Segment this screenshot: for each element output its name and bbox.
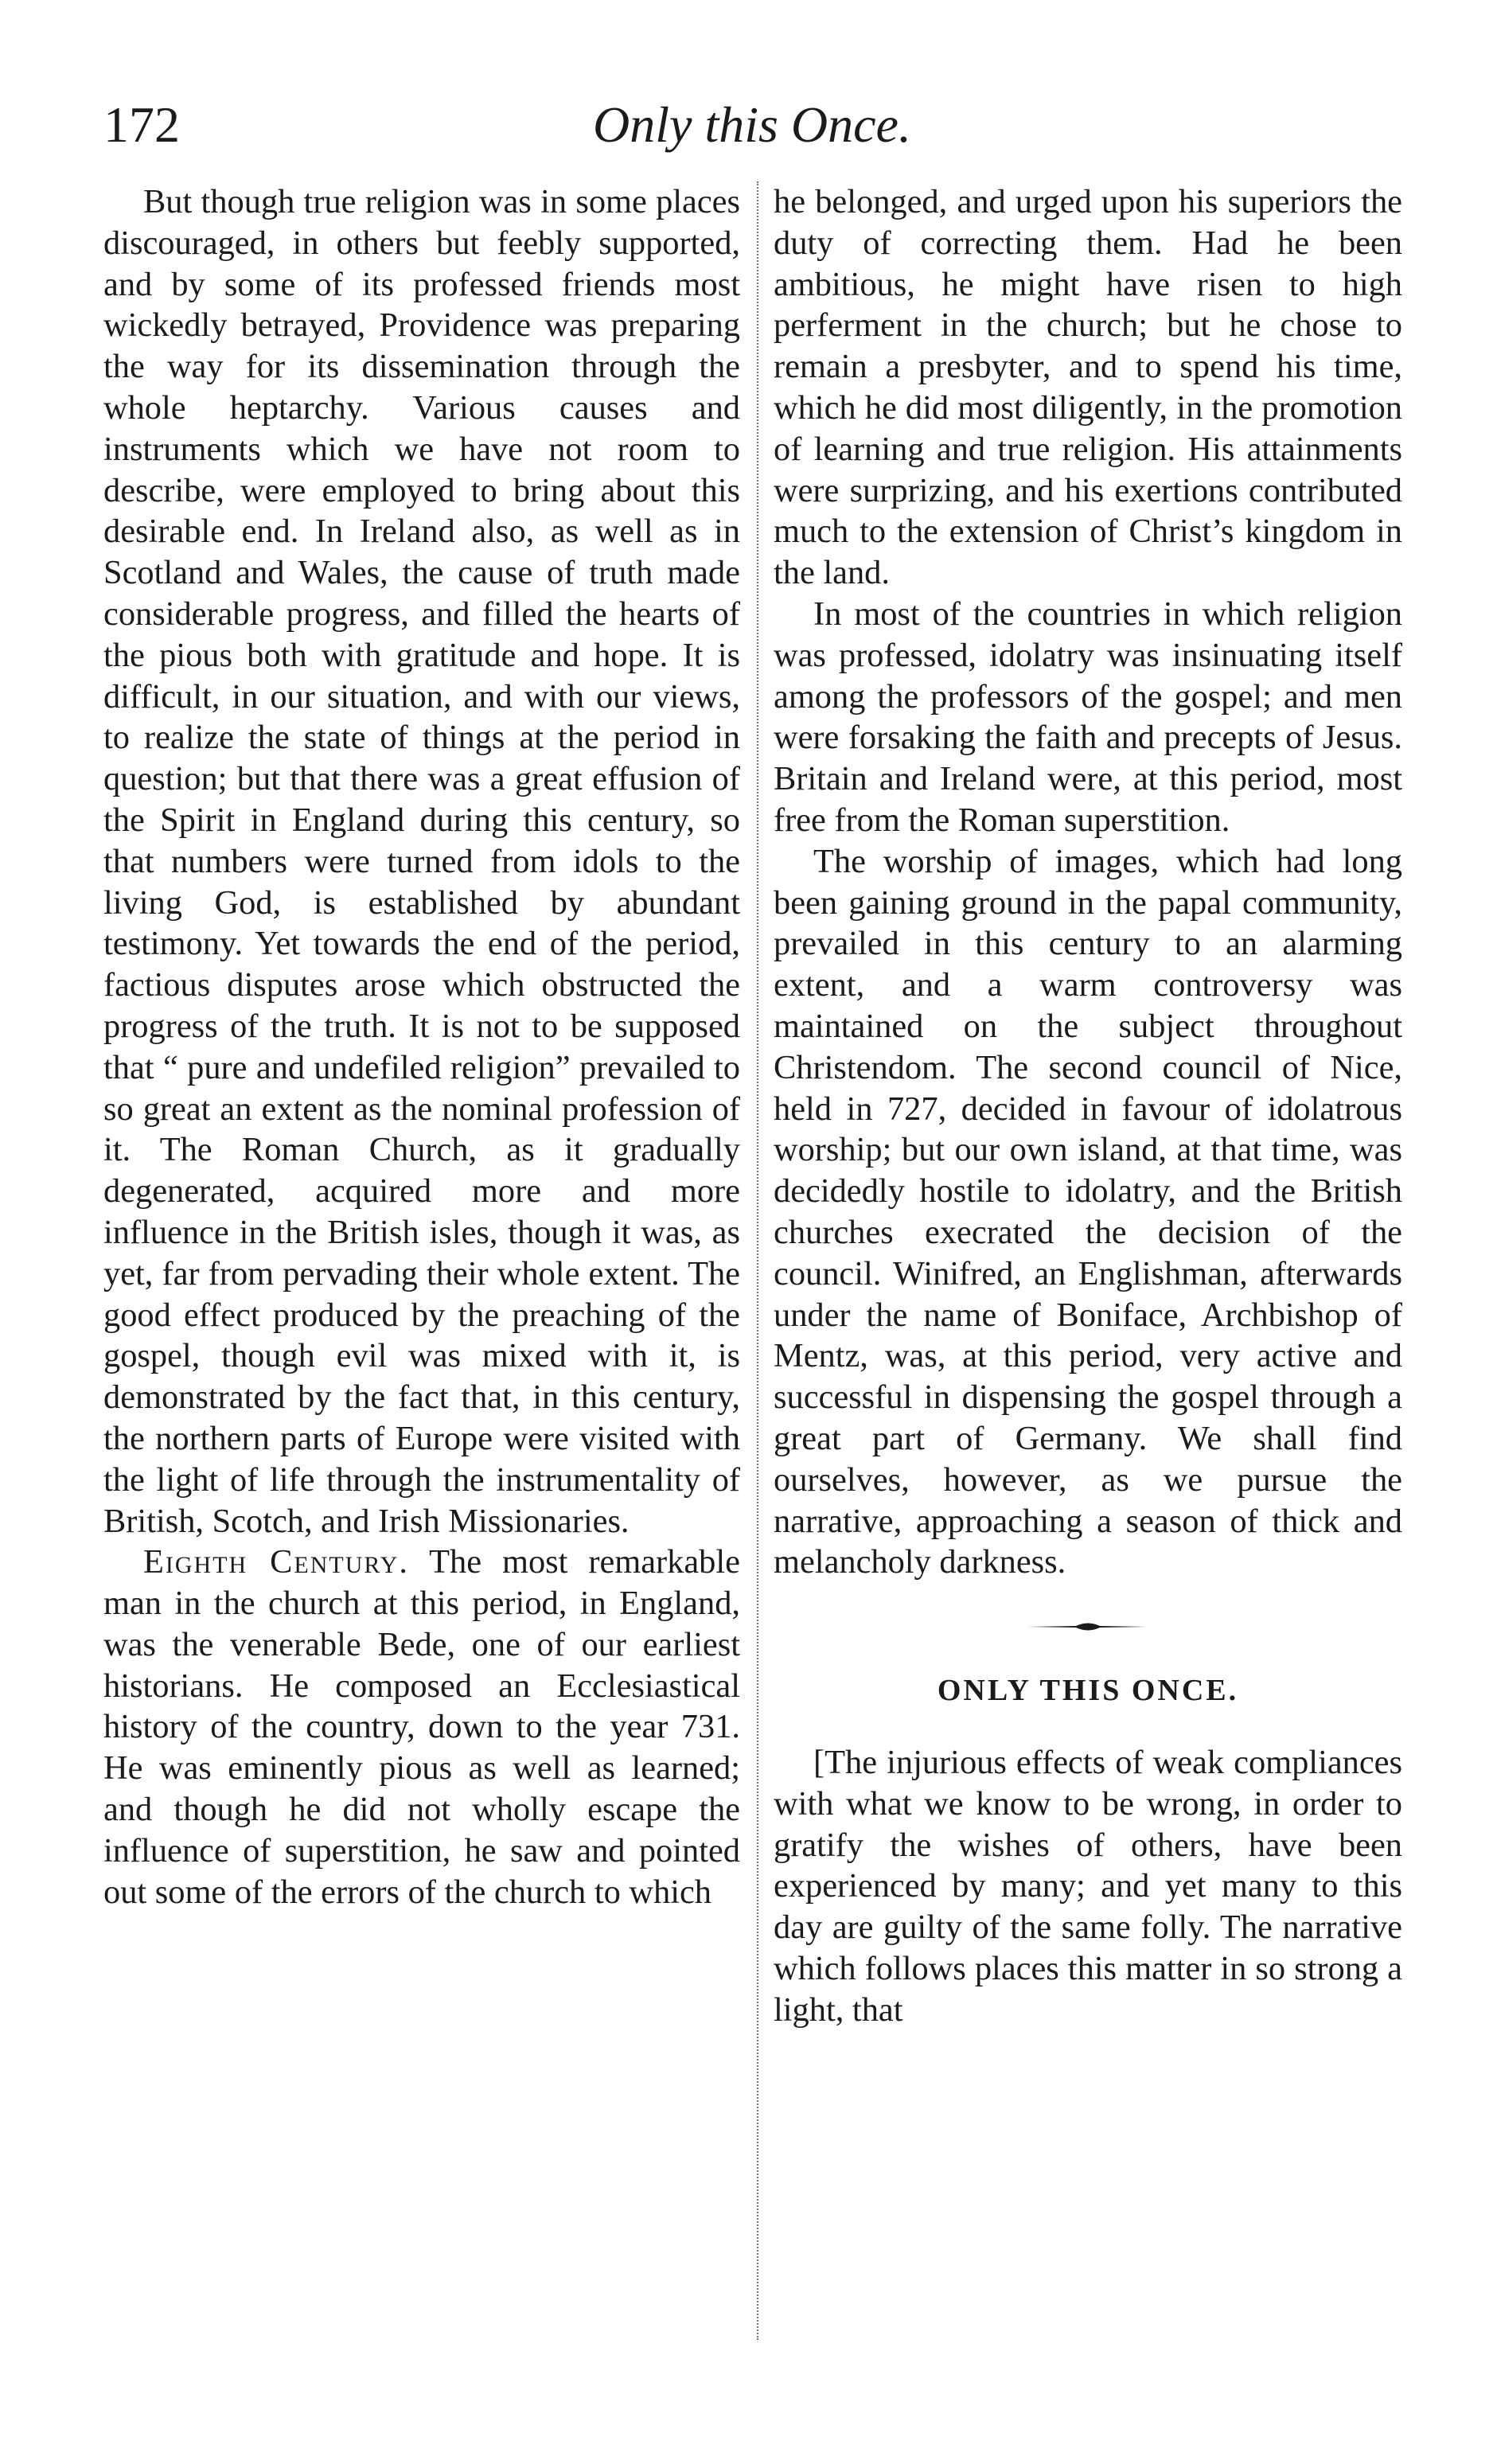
paragraph: In most of the countries in which religion was professed, idolatry was insinuating itself among the professors of the gospel; and men were forsaking the faith and precepts of Jesus. Britain and Ireland were, at this period, most free from the Roman superstition. bbox=[774, 595, 1402, 839]
page-number: 172 bbox=[103, 96, 180, 153]
page-header bbox=[103, 89, 1401, 161]
running-title: Only this Once. bbox=[593, 96, 911, 153]
paragraph: But though true religion was in some places discouraged, in others but feebly supported, and by some of its professed friends most wickedly betrayed, Providence was preparing the way for its dissemination through the whole heptarchy. Various causes and instruments which we have not room to describe, were employed to bring about this desirable end. In Ireland also, as well as in Scotland and Wales, the cause of truth made considerable progress, and filled the hearts of the pious both with gratitude and hope. It is difficult, in our situation, and with our views, to realize the state of things at the period in question; but that there was a great effusion of the Spirit in England during this century, so that numbers were turned from idols to the living God, is established by abundant testimony. Yet towards the end of the period, factious disputes arose which obstructed the progress of the truth. It is not to be supposed that “ pure and undefiled religion” prevailed to so great an extent as the nominal profession of it. The Roman Church, as it gradually degenerated, acquired more and more influence in the British isles, though it was, as yet, far from pervading their whole extent. The good effect produced by the preaching of the gospel, though evil was mixed with it, is demonstrated by the fact that, in this century, the northern parts of Europe were visited with the light of life through the instrumentality of British, Scotch, and Irish Missionaries. bbox=[103, 183, 740, 1540]
section-heading: Eighth Century. bbox=[143, 1543, 409, 1581]
paragraph: he belonged, and urged upon his superiors the duty of correcting them. Had he been ambitious, he might have risen to high perferment in the church; but he chose to remain a presbyter, and to spend his time, which he did most diligently, in the promotion of learning and true religion. His attainments were surprizing, and his exertions contributed much to the extension of Christ’s kingdom in the land. bbox=[774, 183, 1402, 592]
paragraph bbox=[103, 1542, 740, 1912]
column-divider bbox=[757, 181, 758, 2340]
paragraph-text: The most remarkable man in the church at this period, in England, was the venerable Bede, one of our earliest historians. He composed an Ecclesiastical history of the country, down to the year 731. He was eminently pious as well as learned; and though he did not wholly escape the influence of superstition, he saw and pointed out some of the errors of the church to which bbox=[103, 1543, 740, 1911]
right-column bbox=[774, 181, 1402, 2031]
left-column bbox=[103, 181, 740, 1912]
paragraph: [The injurious effects of weak compliances with what we know to be wrong, in order to gratify the wishes of others, have been experienced by many; and yet many to this day are guilty of the same folly. The narrative which follows places this matter in so strong a light, that bbox=[774, 1744, 1402, 2029]
ornament-icon bbox=[1028, 1620, 1148, 1633]
paragraph: The worship of images, which had long been gaining ground in the papal community, prevailed in this century to an alarming extent, and a warm controversy was maintained on the subject throughout Christendom. The second council of Nice, held in 727, decided in favour of idolatrous worship; but our own island, at that time, was decidedly hostile to idolatry, and the British churches execrated the decision of the council. Winifred, an Englishman, afterwards under the name of Boniface, Archbishop of Mentz, was, at this period, very active and successful in dispensing the gospel through a great part of Germany. We shall find ourselves, however, as we pursue the narrative, approaching a season of thick and melancholy darkness. bbox=[774, 842, 1402, 1581]
ornamental-rule bbox=[774, 1583, 1402, 1671]
article-title: ONLY THIS ONCE. bbox=[937, 1674, 1239, 1708]
